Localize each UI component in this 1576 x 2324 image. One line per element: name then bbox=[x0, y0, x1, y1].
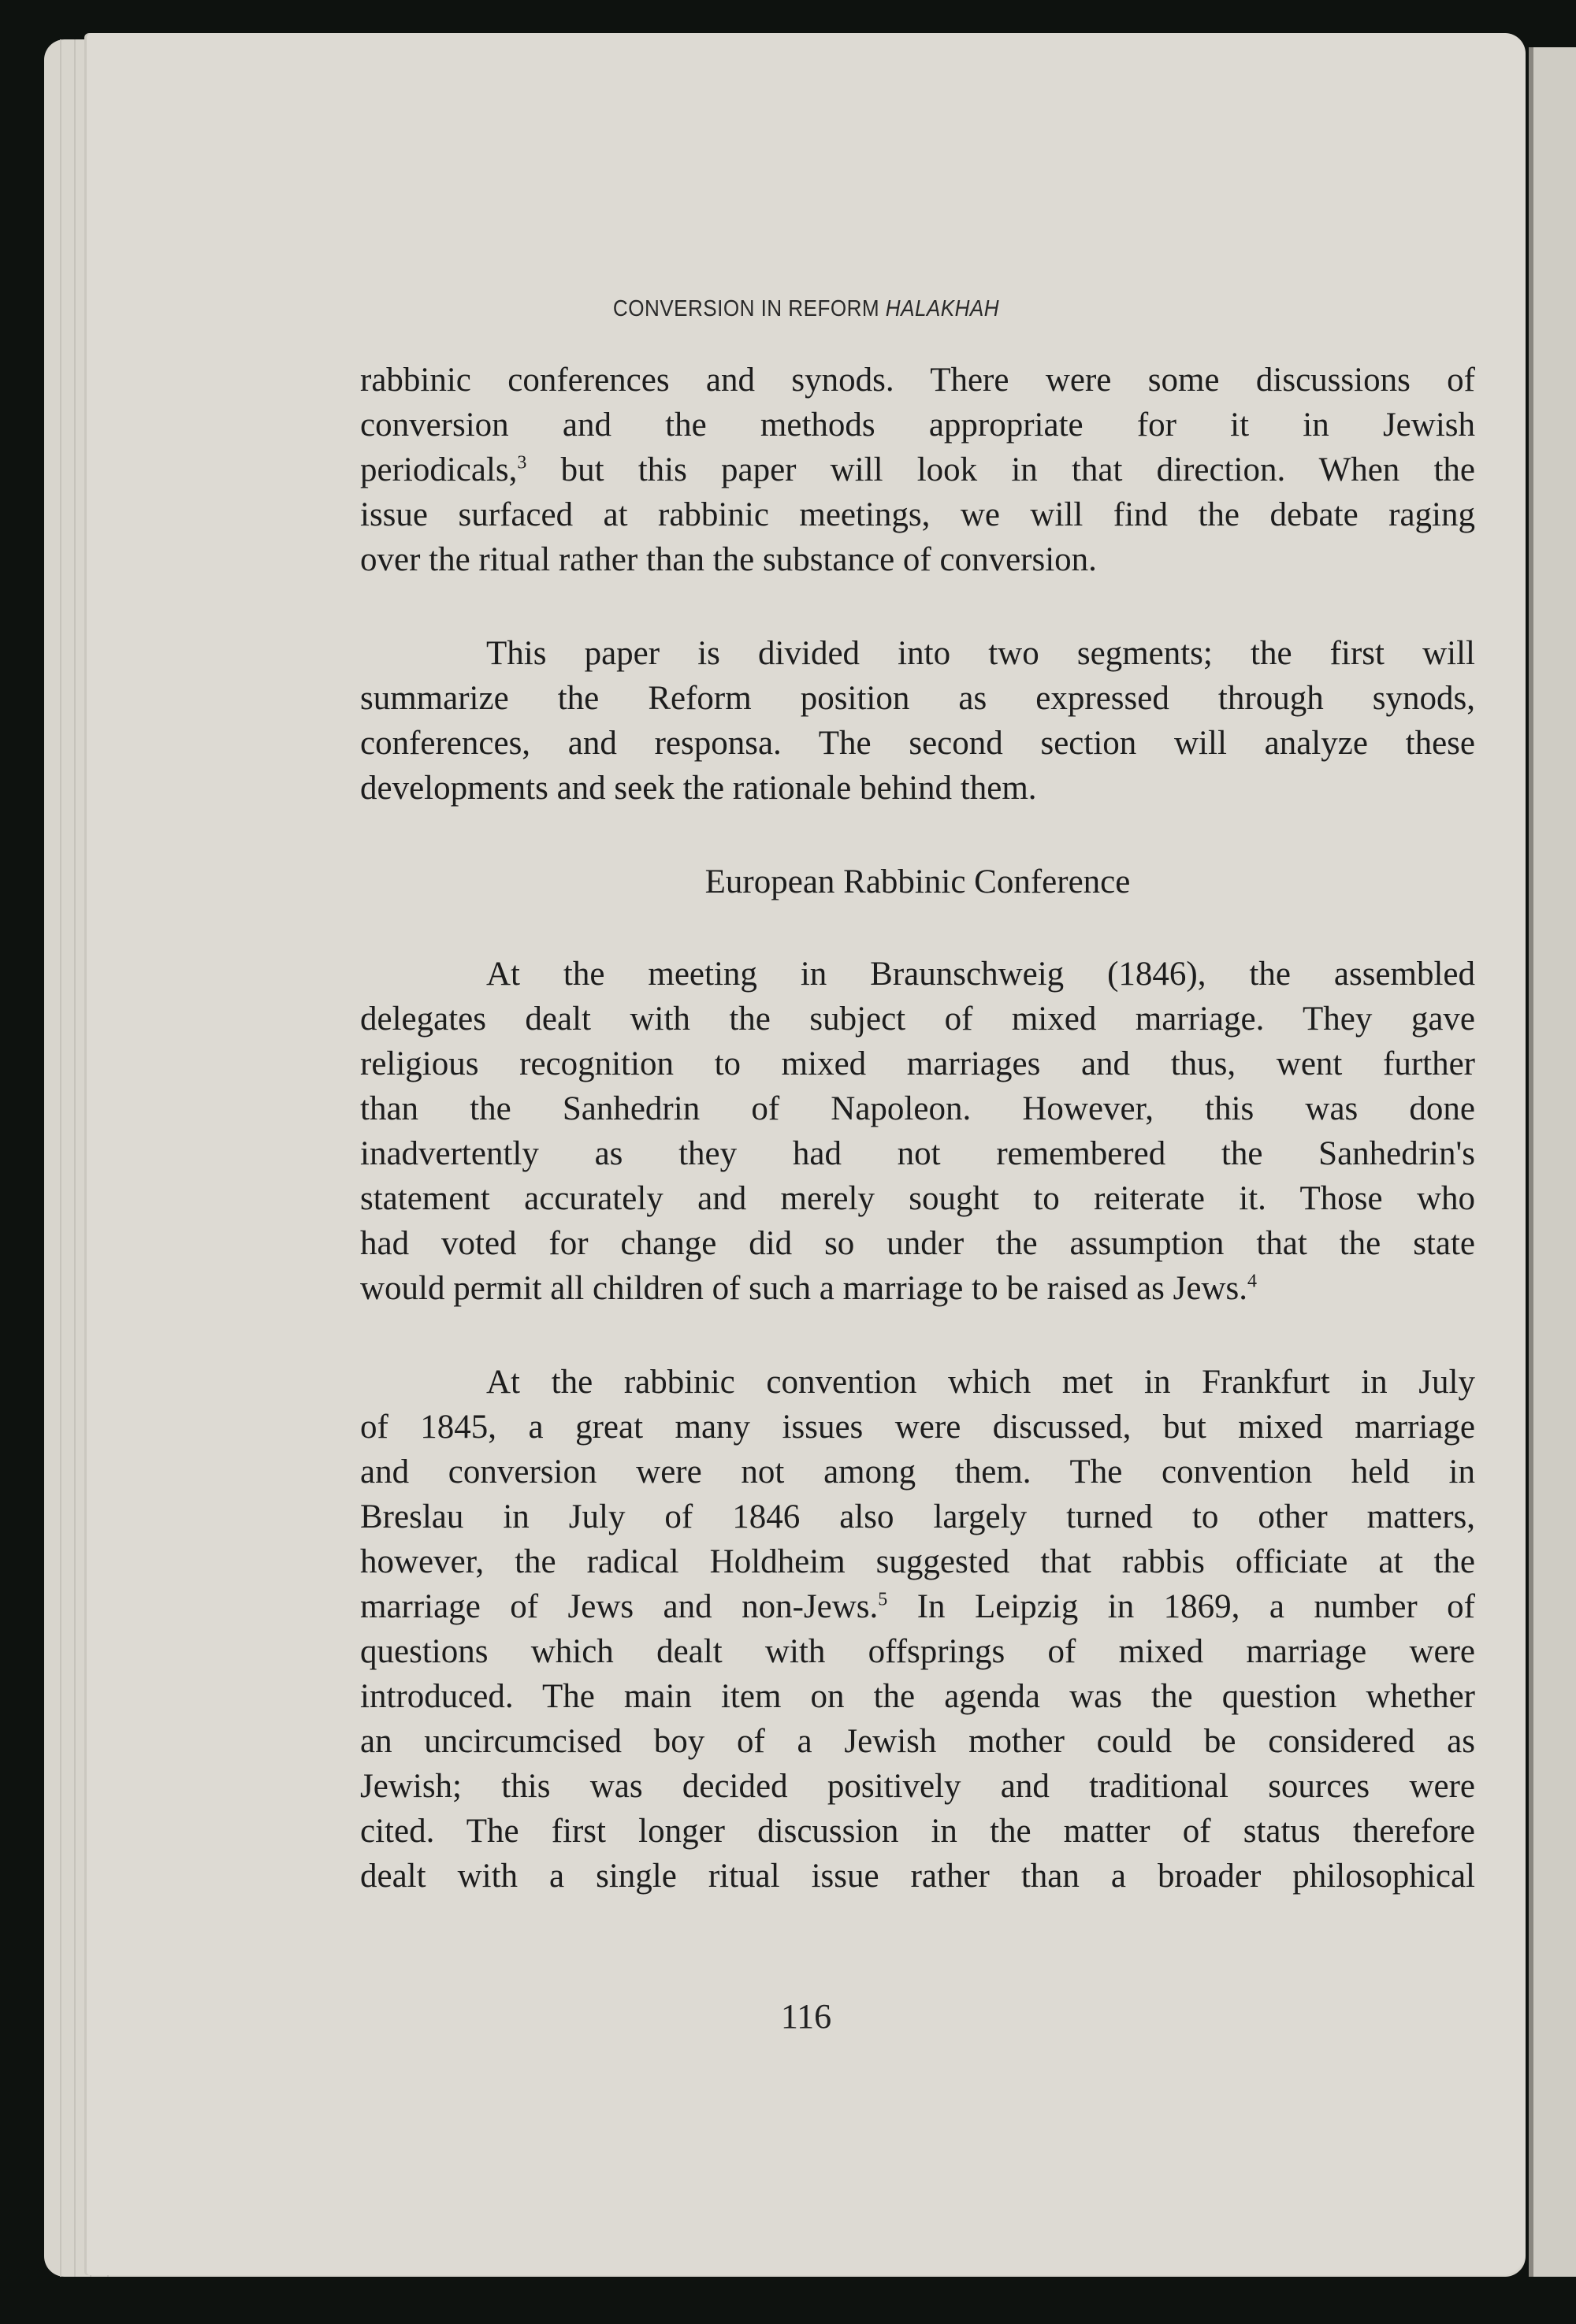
line-text: but this paper will look in that direction. When the bbox=[526, 451, 1475, 488]
text-line bbox=[360, 766, 1475, 811]
line-text: Breslau in July of 1846 also largely turned to other matters, bbox=[360, 1498, 1475, 1535]
text-line bbox=[360, 1131, 1475, 1176]
text-line bbox=[360, 1629, 1475, 1674]
book-page bbox=[87, 33, 1526, 2275]
paragraphs-after-heading bbox=[360, 952, 1475, 1899]
body-text bbox=[360, 358, 1475, 1947]
paragraph bbox=[360, 358, 1475, 582]
footnote-marker: 5 bbox=[878, 1589, 888, 1610]
text-line bbox=[360, 952, 1475, 997]
line-text: than the Sanhedrin of Napoleon. However, this was done bbox=[360, 1090, 1475, 1127]
line-text: Jewish; this was decided positively and traditional sources were bbox=[360, 1768, 1475, 1805]
text-line bbox=[360, 1041, 1475, 1086]
line-text: summarize the Reform position as expressed through synods, bbox=[360, 680, 1475, 717]
text-line bbox=[360, 1539, 1475, 1584]
line-text: would permit all children of such a marriage to be raised as Jews. bbox=[360, 1270, 1247, 1307]
line-text: of 1845, a great many issues were discussed, but mixed marriage bbox=[360, 1409, 1475, 1446]
line-text: however, the radical Holdheim suggested that rabbis officiate at the bbox=[360, 1543, 1475, 1580]
text-line bbox=[360, 1266, 1475, 1311]
footnote-marker: 4 bbox=[1247, 1271, 1257, 1292]
line-text: This paper is divided into two segments; the first will bbox=[486, 635, 1475, 672]
text-line bbox=[360, 1764, 1475, 1809]
line-text: and conversion were not among them. The convention held in bbox=[360, 1453, 1475, 1491]
footnote-marker: 3 bbox=[517, 452, 527, 473]
running-header-italic: HALAKHAH bbox=[885, 296, 1000, 321]
line-text: statement accurately and merely sought to reiterate it. Those who bbox=[360, 1180, 1475, 1217]
line-text: inadvertently as they had not remembered the Sanhedrin's bbox=[360, 1135, 1475, 1172]
running-header-text: CONVERSION IN REFORM bbox=[612, 296, 886, 321]
paragraph bbox=[360, 952, 1475, 1311]
text-line bbox=[360, 358, 1475, 403]
page-number: 116 bbox=[780, 1997, 832, 2036]
line-text: In Leipzig in 1869, a number of bbox=[887, 1588, 1475, 1625]
text-line bbox=[360, 1854, 1475, 1899]
section-heading: European Rabbinic Conference bbox=[704, 863, 1131, 900]
text-line bbox=[360, 1674, 1475, 1719]
text-line bbox=[360, 403, 1475, 447]
text-line bbox=[360, 1450, 1475, 1494]
adjacent-page-edge bbox=[1529, 47, 1576, 2277]
text-line bbox=[360, 1176, 1475, 1221]
line-text: conferences, and responsa. The second section will analyze these bbox=[360, 725, 1475, 762]
line-text: marriage of Jews and non-Jews. bbox=[360, 1588, 879, 1625]
text-line bbox=[360, 537, 1475, 582]
text-line bbox=[360, 631, 1475, 676]
text-line bbox=[360, 1584, 1475, 1629]
text-line bbox=[360, 721, 1475, 766]
line-text: delegates dealt with the subject of mixed marriage. They gave bbox=[360, 1001, 1475, 1038]
line-text: religious recognition to mixed marriages and thus, went further bbox=[360, 1045, 1475, 1082]
text-line bbox=[360, 492, 1475, 537]
running-header bbox=[158, 296, 1453, 322]
line-text: questions which dealt with offsprings of mixed marriage were bbox=[360, 1633, 1475, 1670]
paragraph bbox=[360, 631, 1475, 811]
line-text: over the ritual rather than the substance of conversion. bbox=[360, 541, 1097, 578]
line-text: conversion and the methods appropriate for it in Jewish bbox=[360, 407, 1475, 444]
line-text: introduced. The main item on the agenda was the question whether bbox=[360, 1678, 1475, 1715]
line-text: had voted for change did so under the assumption that the state bbox=[360, 1225, 1475, 1262]
line-text: an uncircumcised boy of a Jewish mother could be considered as bbox=[360, 1723, 1475, 1760]
paragraphs-before-heading bbox=[360, 358, 1475, 811]
text-line bbox=[360, 1360, 1475, 1405]
line-text: At the rabbinic convention which met in Frankfurt in July bbox=[486, 1364, 1475, 1401]
text-line bbox=[360, 997, 1475, 1041]
text-line bbox=[360, 1719, 1475, 1764]
line-text: periodicals, bbox=[360, 451, 518, 488]
text-line bbox=[360, 1086, 1475, 1131]
paragraph bbox=[360, 1360, 1475, 1899]
line-text: dealt with a single ritual issue rather than a broader philosophical bbox=[360, 1858, 1475, 1895]
line-text: cited. The first longer discussion in the matter of status therefore bbox=[360, 1813, 1475, 1850]
text-line bbox=[360, 676, 1475, 721]
line-text: At the meeting in Braunschweig (1846), the assembled bbox=[486, 956, 1475, 993]
line-text: issue surfaced at rabbinic meetings, we will find the debate raging bbox=[360, 496, 1475, 533]
line-text: developments and seek the rationale behind them. bbox=[360, 770, 1037, 807]
text-line bbox=[360, 1809, 1475, 1854]
text-line bbox=[360, 447, 1475, 492]
text-line bbox=[360, 1221, 1475, 1266]
text-line bbox=[360, 1405, 1475, 1450]
text-line bbox=[360, 1494, 1475, 1539]
line-text: rabbinic conferences and synods. There were some discussions of bbox=[360, 362, 1475, 399]
